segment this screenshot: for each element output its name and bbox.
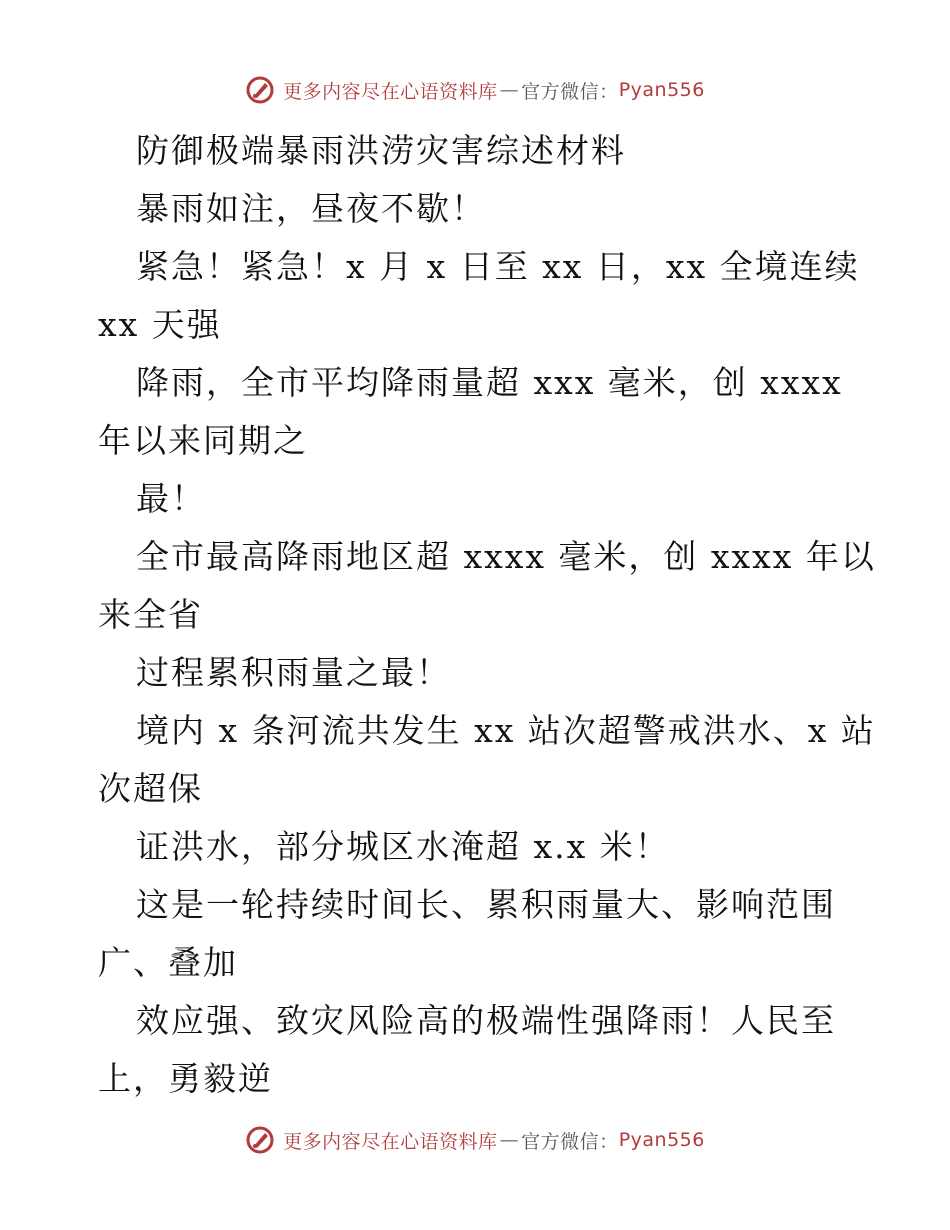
text-line: 紧急！紧急！x 月 x 日至 xx 日，xx 全境连续: [136, 247, 860, 286]
watermark-separator: —: [499, 1129, 520, 1151]
text-line: 效应强、致灾风险高的极端性强降雨！人民至: [136, 1001, 836, 1040]
header-watermark: [0, 70, 950, 110]
footer-watermark: [0, 1120, 950, 1160]
text-line: 暴雨如注，昼夜不歇！: [136, 189, 486, 228]
watermark-separator: —: [499, 79, 520, 101]
text-line: 上，勇毅逆: [98, 1059, 273, 1098]
text-line: 境内 x 条河流共发生 xx 站次超警戒洪水、x 站: [136, 711, 876, 750]
text-line: 广、叠加: [98, 943, 238, 982]
document-body: [98, 122, 876, 1108]
quill-seal-icon: [245, 1125, 275, 1155]
text-line: 全市最高降雨地区超 xxxx 毫米，创 xxxx 年以: [136, 537, 876, 576]
text-line: 年以来同期之: [98, 421, 308, 460]
text-line: xx 天强: [98, 305, 222, 344]
document-title: 防御极端暴雨洪涝灾害综述材料: [136, 131, 626, 170]
text-line: 来全省: [98, 595, 203, 634]
watermark-wechat-id: Pyan556: [618, 1129, 705, 1151]
watermark-site-text: 更多内容尽在心语资料库: [283, 80, 498, 103]
text-line: 最！: [136, 479, 206, 518]
watermark-wechat-id: Pyan556: [618, 79, 705, 101]
text-line: 过程累积雨量之最！: [136, 653, 451, 692]
text-line: 降雨，全市平均降雨量超 xxx 毫米，创 xxxx: [136, 363, 843, 402]
text-line: 次超保: [98, 769, 203, 808]
watermark-site-text: 更多内容尽在心语资料库: [283, 1130, 498, 1153]
text-line: 这是一轮持续时间长、累积雨量大、影响范围: [136, 885, 836, 924]
watermark-wechat-label: 官方微信：: [521, 80, 619, 103]
quill-seal-icon: [245, 75, 275, 105]
watermark-wechat-label: 官方微信：: [521, 1130, 619, 1153]
text-line: 证洪水，部分城区水淹超 x.x 米！: [136, 827, 670, 866]
